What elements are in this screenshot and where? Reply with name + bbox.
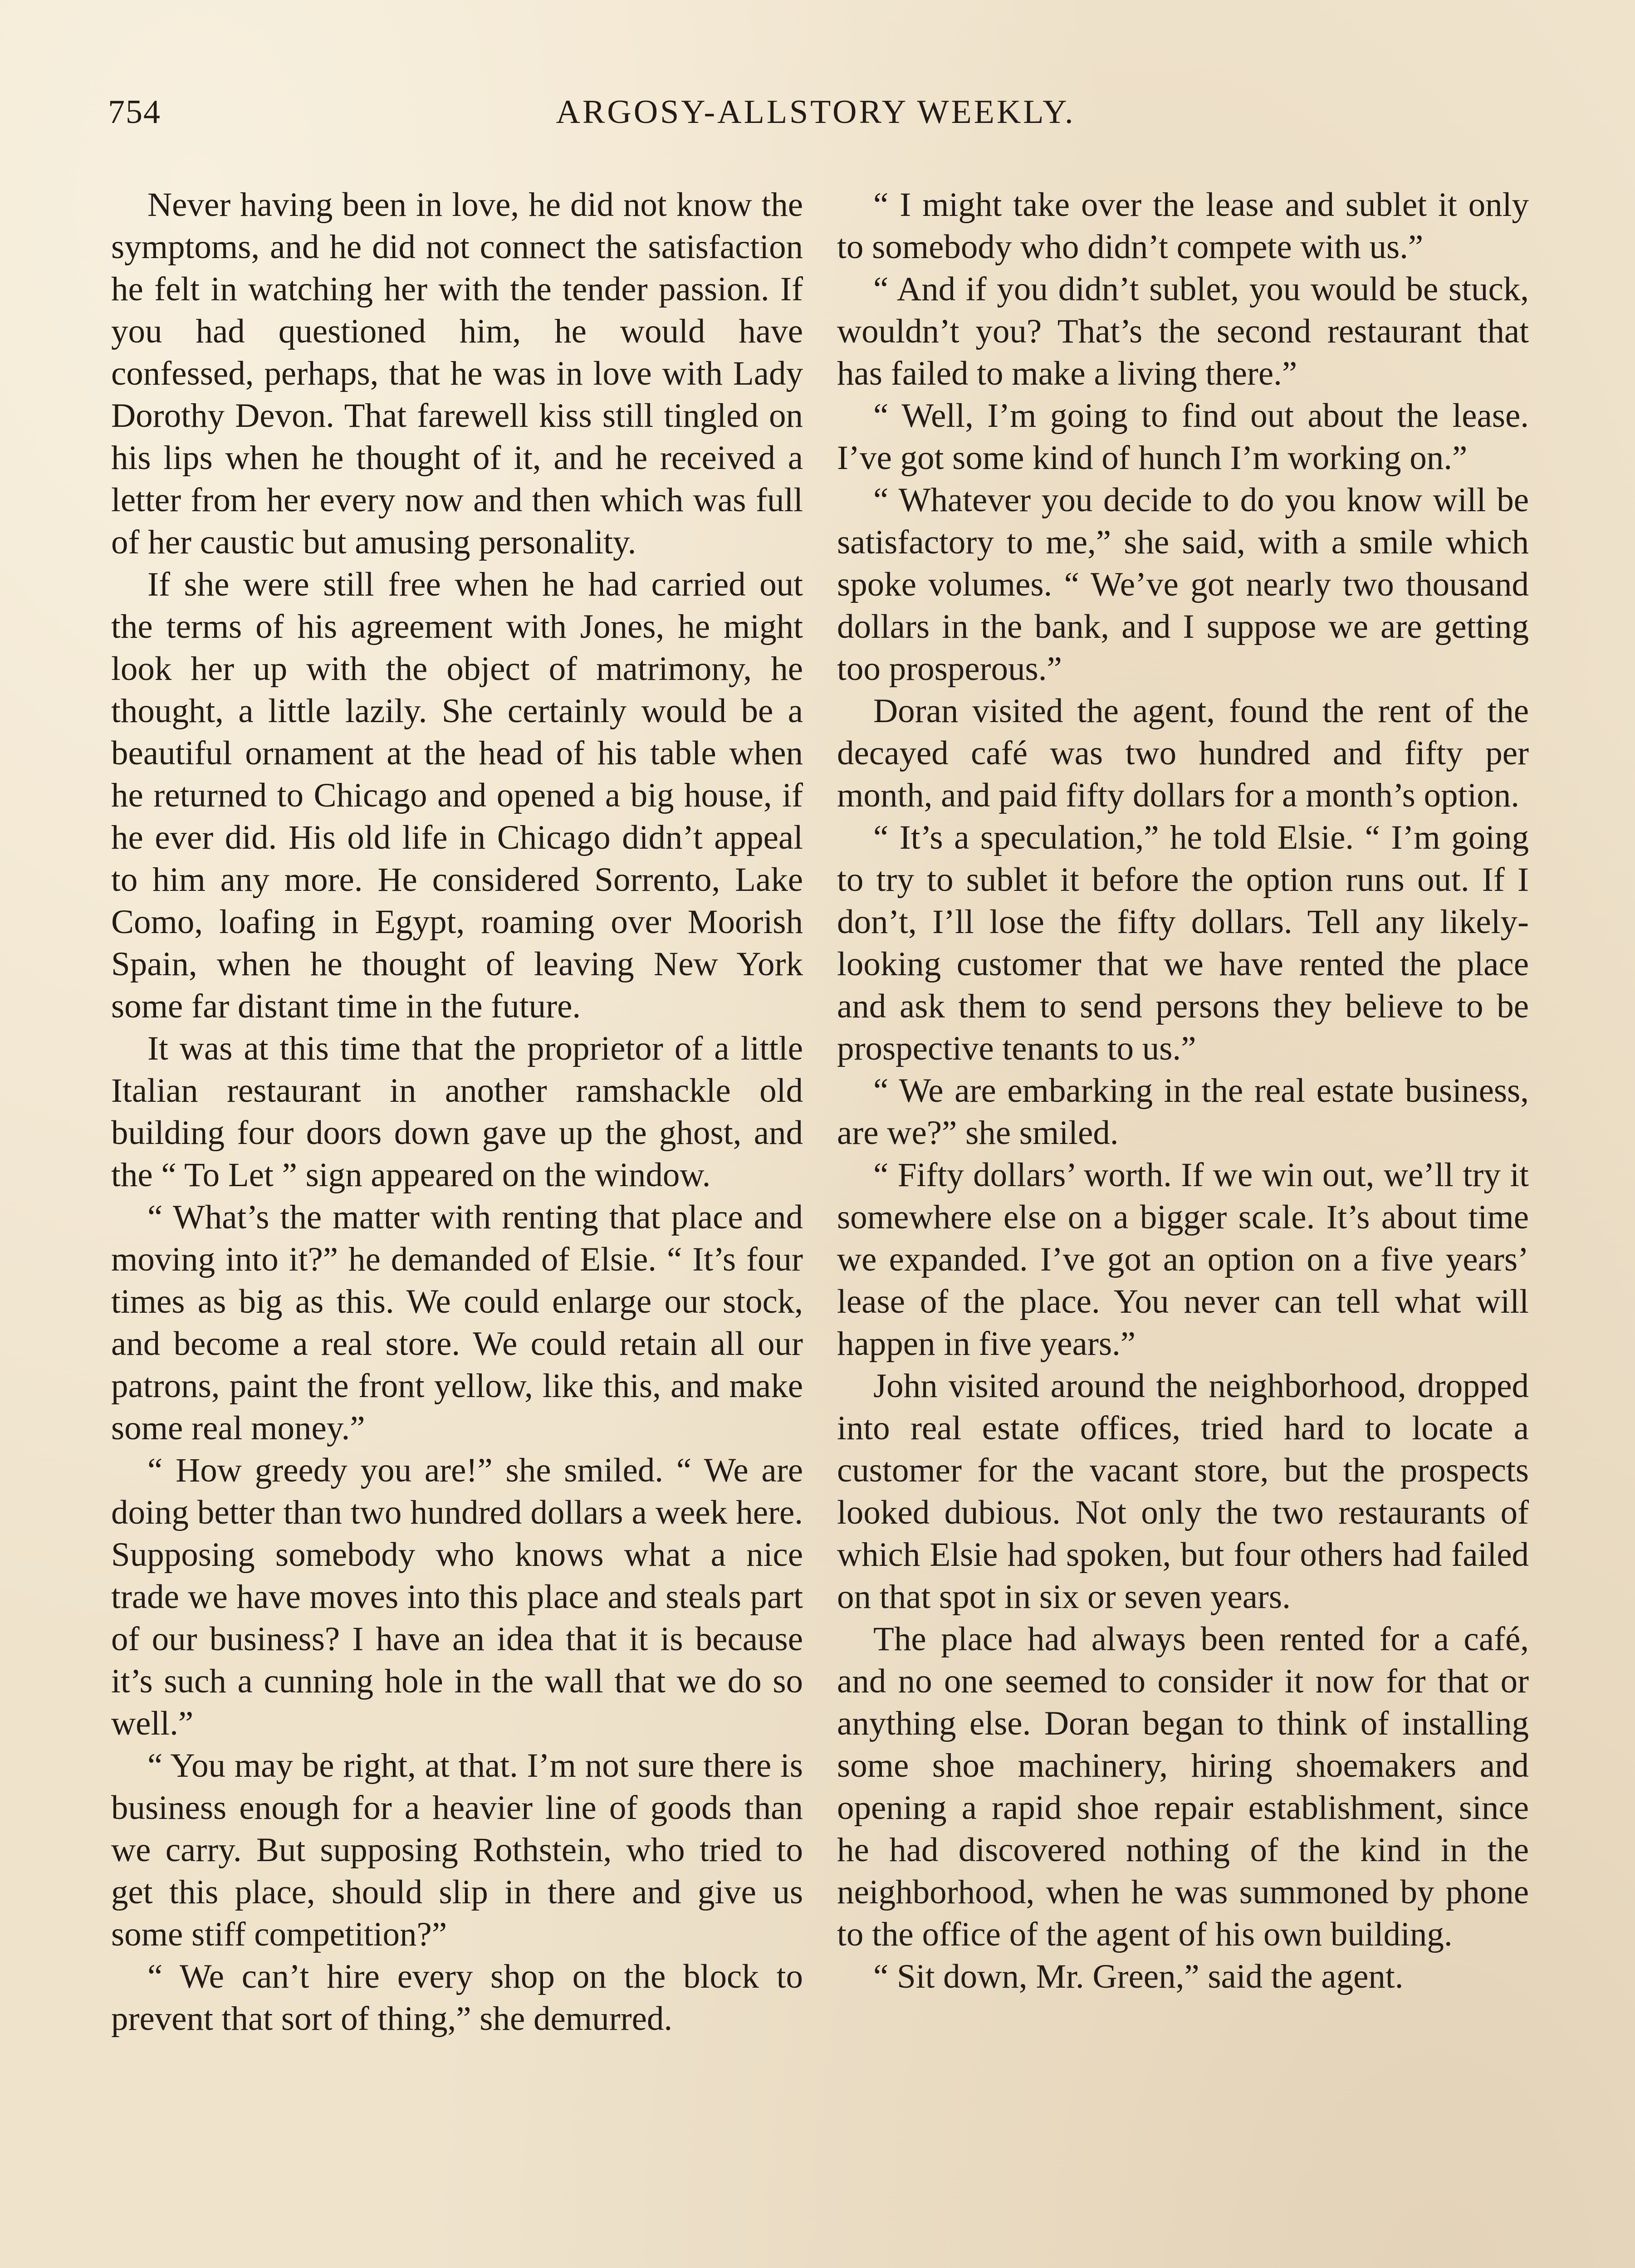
paragraph: “ And if you didn’t sublet, you would be stuck, wouldn’t you? That’s the second restaurant that has failed to make a living there.”: [837, 270, 1529, 392]
paragraph: Never having been in love, he did not know the symptoms, and he did not connect the satisfaction he felt in watching her with the tender passion. If you had questioned him, he would have confessed, perhaps, that he was in love with Lady Dorothy Devon. That farewell kiss still tingled on his lips when he thought of it, and he received a letter from her every now and then which was full of her caustic but amusing personality.: [111, 186, 803, 561]
journal-title: ARGOSY-ALLSTORY WEEKLY.: [556, 93, 1076, 131]
paragraph: “ Sit down, Mr. Green,” said the agent.: [873, 1958, 1404, 1995]
paragraph: “ How greedy you are!” she smiled. “ We are doing better than two hundred dollars a week here. Supposing somebody who knows what a nice trade we have moves into this place and steals part of our business? I have an idea that it is because it’s such a cunning hole in the wall that we do so well.”: [111, 1452, 803, 1742]
paragraph: “ Well, I’m going to find out about the lease. I’ve got some kind of hunch I’m working on.”: [837, 397, 1529, 477]
paragraph: “ I might take over the lease and sublet it only to somebody who didn’t compete with us.”: [837, 186, 1529, 266]
right-column: [837, 184, 1529, 1998]
left-column: [111, 184, 803, 2040]
paragraph: It was at this time that the proprietor of a little Italian restaurant in another ramshackle old building four doors down gave up the ghost, and the “ To Let ” sign appeared on the window.: [111, 1030, 803, 1194]
paragraph: “ Whatever you decide to do you know will be satisfactory to me,” she said, with a smile which spoke volumes. “ We’ve got nearly two thousand dollars in the bank, and I suppose we are getting too prosperous.”: [837, 481, 1529, 688]
paragraph: Doran visited the agent, found the rent of the decayed café was two hundred and fifty per month, and paid fifty dollars for a month’s option.: [837, 692, 1529, 814]
running-head: [108, 93, 1523, 143]
paragraph: “ What’s the matter with renting that place and moving into it?” he demanded of Elsie. “ It’s four times as big as this. We could enlarge our stock, and become a real store. We could retain all our patrons, paint the front yellow, like this, and make some real money.”: [111, 1198, 803, 1447]
paragraph: “ Fifty dollars’ worth. If we win out, we’ll try it somewhere else on a bigger scale. It’s about time we expanded. I’ve got an option on a five years’ lease of the place. You never can tell what will happen in five years.”: [837, 1156, 1529, 1363]
paragraph: “ We are embarking in the real estate business, are we?” she smiled.: [837, 1072, 1529, 1152]
paragraph: If she were still free when he had carried out the terms of his agreement with Jones, he might look her up with the object of matrimony, he thought, a little lazily. She certainly would be a beautiful ornament at the head of his table when he returned to Chicago and opened a big house, if he ever did. His old life in Chicago didn’t appeal to him any more. He considered Sorrento, Lake Como, loafing in Egypt, roaming over Moorish Spain, when he thought of leaving New York some far distant time in the future.: [111, 566, 803, 1025]
paragraph: “ It’s a speculation,” he told Elsie. “ I’m going to try to sublet it before the option runs out. If I don’t, I’ll lose the fifty dollars. Tell any likely-looking customer that we have rented the place and ask them to send persons they believe to be prospective tenants to us.”: [837, 819, 1529, 1067]
paragraph: “ You may be right, at that. I’m not sure there is business enough for a heavier line of goods than we carry. But supposing Rothstein, who tried to get this place, should slip in there and give us some stiff competition?”: [111, 1747, 803, 1953]
paragraph: John visited around the neighborhood, dropped into real estate offices, tried hard to locate a customer for the vacant store, but the prospects looked dubious. Not only the two restaurants of which Elsie had spoken, but four others had failed on that spot in six or seven years.: [837, 1367, 1529, 1616]
paragraph: The place had always been rented for a café, and no one seemed to consider it now for that or anything else. Doran began to think of installing some shoe machinery, hiring shoemakers and opening a rapid shoe repair establishment, since he had discovered nothing of the kind in the neighborhood, when he was summoned by phone to the office of the agent of his own building.: [837, 1620, 1529, 1953]
page-number: 754: [108, 93, 161, 131]
paragraph: “ We can’t hire every shop on the block to prevent that sort of thing,” she demurred.: [111, 1958, 803, 2038]
